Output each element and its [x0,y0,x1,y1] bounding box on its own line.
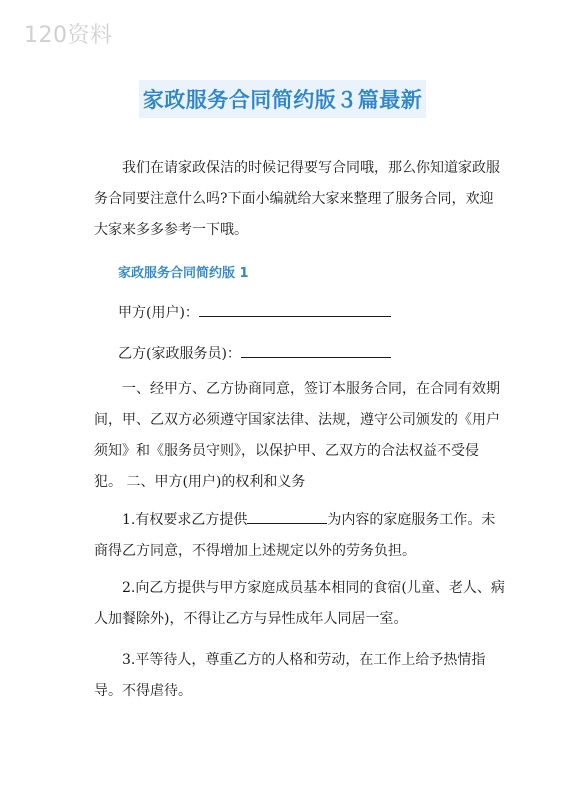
party-b-label: 乙方(家政服务员)： [118,346,241,362]
party-b-blank [241,342,391,358]
clause-intro-paragraph: 一、经甲方、乙方协商同意，签订本服务合同，在合同有效期间，甲、乙双方必须遵守国家法律、法规，遵守公司颁发的《用户须知》和《服务员守则》，以保护甲、乙双方的合法权益不受侵犯。 二、甲方(用户)的权利和义务 [94,381,500,490]
party-a-field [118,301,391,322]
party-a-blank [199,301,391,317]
title-container [0,80,565,118]
document-title: 家政服务合同简约版３篇最新 [139,80,427,118]
item-2-paragraph: 2.向乙方提供与甲方家庭成员基本相同的食宿(儿童、老人、病人加餐除外)，不得让乙方与异性成年人同居一室。 [94,580,505,627]
intro-paragraph: 我们在请家政保洁的时候记得要写合同哦，那么你知道家政服务合同要注意什么吗?下面小编就给大家来整理了服务合同，欢迎大家来多多参考一下哦。 [94,160,500,238]
item-1-prefix: 1.有权要求乙方提供 [122,512,248,528]
section-heading: 家政服务合同简约版 1 [118,266,249,281]
item-1-paragraph [94,505,506,567]
item-1-blank [247,508,327,524]
watermark: 120资料 [24,23,113,48]
item-1-suffix: 为内容的家庭服务工作。未商得乙方同意，不得增加上述规定以外的劳务负担。 [94,512,496,559]
party-b-field [118,342,391,363]
item-3-paragraph: 3.平等待人，尊重乙方的人格和劳动，在工作上给予热情指导。不得虐待。 [94,652,486,699]
party-a-label: 甲方(用户)： [118,305,199,321]
